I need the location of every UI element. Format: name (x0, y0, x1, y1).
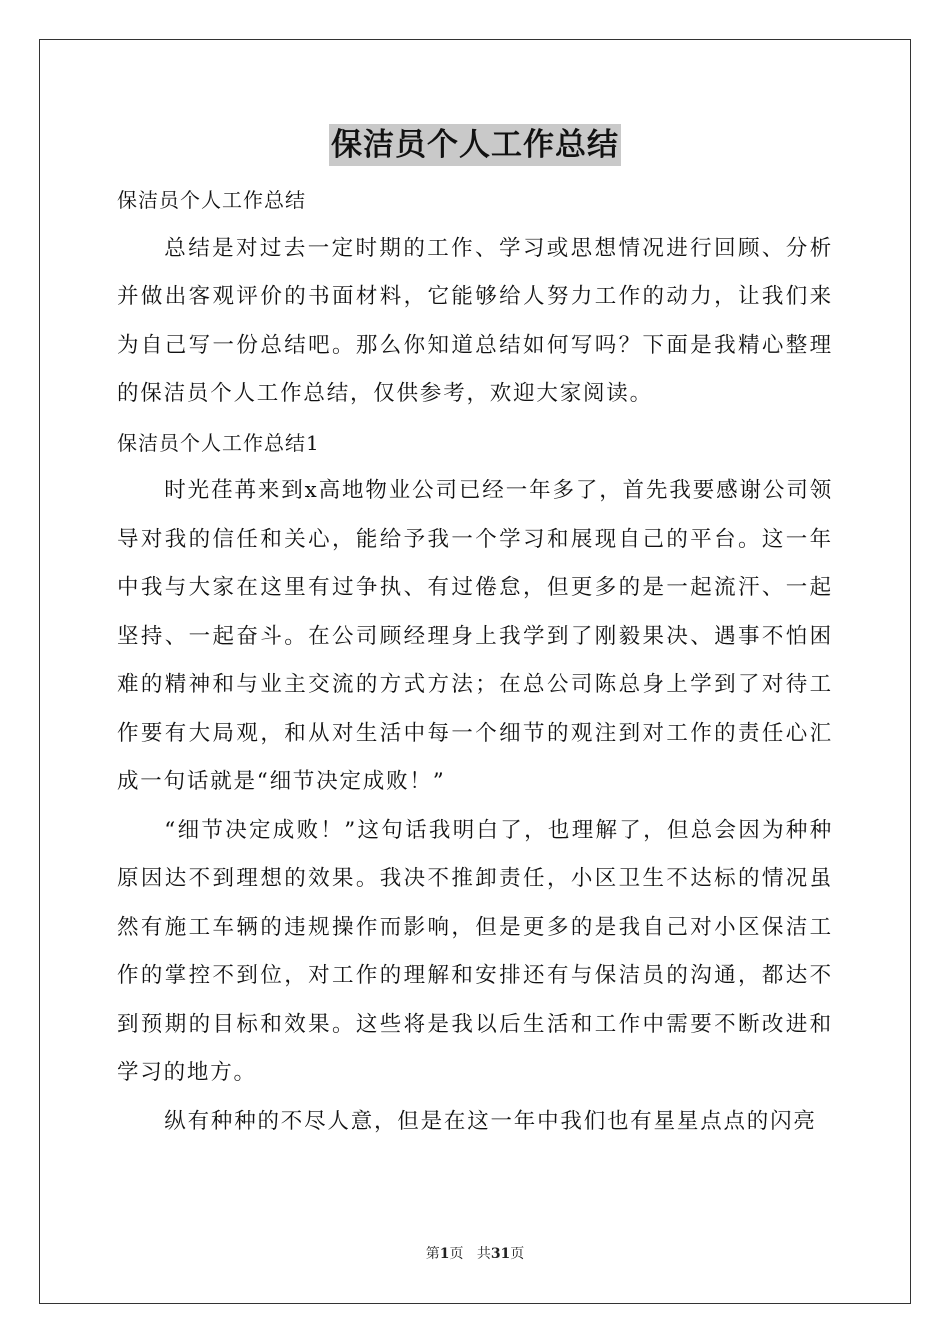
body-paragraph: “细节决定成败！”这句话我明白了，也理解了，但总会因为种种原因达不到理想的效果。我决不推卸责任，小区卫生不达标的情况虽然有施工车辆的违规操作而影响，但是更多的是我自己对小区保洁工作的掌控不到位，对工作的理解和安排还有与保洁员的沟通，都达不到预期的目标和效果。这些将是我以后生活和工作中需要不断改进和学习的地方。 (117, 817, 833, 1085)
page-footer (0, 1244, 950, 1264)
footer-total-prefix: 共 (476, 1246, 491, 1262)
footer-total-pages: 31 (490, 1246, 511, 1262)
footer-total-suffix: 页 (510, 1246, 525, 1262)
section-heading: 保洁员个人工作总结 (117, 188, 306, 212)
body-paragraph: 纵有种种的不尽人意，但是在这一年中我们也有星星点点的闪亮 (164, 1108, 817, 1134)
footer-page-suffix: 页 (449, 1246, 464, 1262)
body-paragraph: 总结是对过去一定时期的工作、学习或思想情况进行回顾、分析并做出客观评价的书面材料，它能够给人努力工作的动力，让我们来为自己写一份总结吧。那么你知道总结如何写吗？下面是我精心整理的保洁员个人工作总结，仅供参考，欢迎大家阅读。 (117, 235, 833, 406)
body-paragraph: 时光荏苒来到x高地物业公司已经一年多了，首先我要感谢公司领导对我的信任和关心，能给予我一个学习和展现自己的平台。这一年中我与大家在这里有过争执、有过倦怠，但更多的是一起流汗、一起坚持、一起奋斗。在公司顾经理身上我学到了刚毅果决、遇事不怕困难的精神和与业主交流的方式方法；在总公司陈总身上学到了对待工作要有大局观，和从对生活中每一个细节的观注到对工作的责任心汇成一句话就是“细节决定成败！” (117, 478, 833, 794)
document-title: 保洁员个人工作总结 (329, 124, 621, 166)
section-heading: 保洁员个人工作总结1 (117, 430, 320, 455)
title-wrap (0, 124, 950, 166)
footer-prefix: 第 (425, 1246, 440, 1262)
document-body (117, 176, 833, 1146)
footer-page-number: 1 (439, 1246, 450, 1262)
